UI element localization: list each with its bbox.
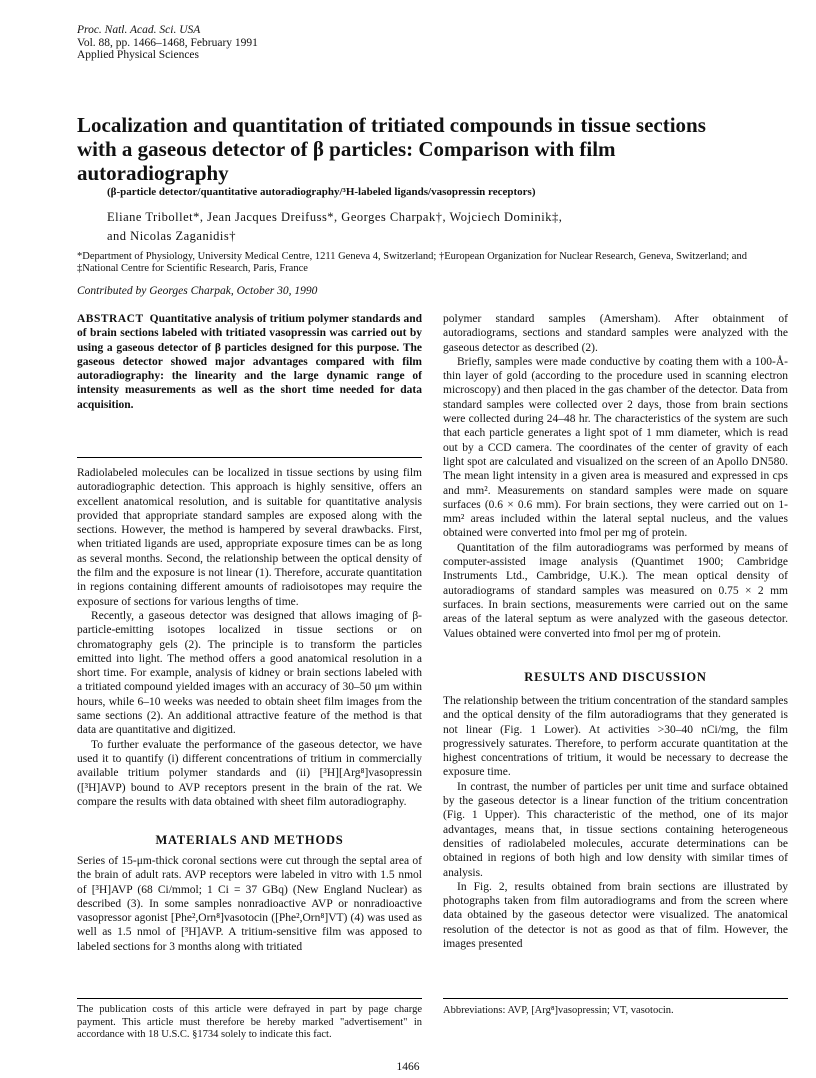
methods-heading: MATERIALS AND METHODS xyxy=(155,833,344,847)
results-heading: RESULTS AND DISCUSSION xyxy=(524,670,707,684)
abstract-text: Quantitative analysis of tritium polymer standards and of brain sections labeled with tritiated vasopressin was carried out by using a gaseous detector of β particles designed for this purpose. The gaseous detector showed major advantages compared with film autoradiography: the linearity and the large dynamic range of intensity measurements as well as the short time needed for data acquisition. xyxy=(77,313,422,411)
abstract-label: ABSTRACT xyxy=(77,313,144,325)
abbreviations-footnote: Abbreviations: AVP, [Arg⁸]vasopressin; VT, vasotocin. xyxy=(443,1005,674,1016)
journal-volume: Vol. 88, pp. 1466–1468, February 1991 xyxy=(77,36,258,49)
footnote-divider-right xyxy=(443,998,788,999)
journal-header xyxy=(77,24,258,62)
methods-paragraph: polymer standard samples (Amersham). After obtainment of autoradiograms, sections and standard samples were analyzed with the gaseous detector as described (2). xyxy=(443,313,788,354)
publication-cost-footnote: The publication costs of this article were defrayed in part by page charge payment. This article must therefore be hereby marked "advertisement" in accordance with 18 U.S.C. §1734 solely to indicate this fact. xyxy=(77,1004,422,1040)
results-text xyxy=(443,694,788,951)
introduction xyxy=(77,466,422,809)
contributed-by: Contributed by Georges Charpak, October 30, 1990 xyxy=(77,285,318,297)
journal-section: Applied Physical Sciences xyxy=(77,49,200,61)
methods-paragraph: Briefly, samples were made conductive by coating them with a 100-Å-thin layer of gold (according to the procedure used in scanning electron microscopy) and then placed in the gas chamber of the detector. Data from standard samples were collected over 2 days, those from brain sections were collected during 24–48 hr. The characteristics of the system are such that each particle generates a light spot of 1 mm diameter, which is read out by a CCD camera. The coordinates of the center of gravity of each light spot are calculated and visualized on the screen of an Apollo DN580. The mean light intensity in a given area is measured and expressed in cps and mm². Measurements on standard samples were made on square surfaces (0.6 × 0.6 mm). For brain sections, they were carried out on 1-mm² areas included within the lateral septal nucleus, and the values obtained were converted into fmol per mg of protein. xyxy=(443,355,788,540)
abstract-divider xyxy=(77,457,422,458)
page-number: 1466 xyxy=(396,1061,420,1073)
results-paragraph: The relationship between the tritium concentration of the standard samples and the optical density of the film autoradiograms that they generated is not linear (Fig. 1 Lower). At activities >30–40 nCi/mg, the film progressively saturates. Therefore, to perform accurate quantitation at the highest concentrations of tritium, it would be necessary to decrease the exposure time. xyxy=(443,695,788,779)
intro-paragraph: To further evaluate the performance of the gaseous detector, we have used it to quantify (i) different concentrations of tritium in commercially available tritium polymer standards and (ii) [³H][Arg⁸]vasopressin ([³H]AVP) bound to AVP receptors present in the brain of the rat. We compare the results with data obtained with sheet film autoradiography. xyxy=(77,738,422,808)
journal-name: Proc. Natl. Acad. Sci. USA xyxy=(77,24,201,36)
intro-paragraph: Recently, a gaseous detector was designed that allows imaging of β-particle-emitting isotopes localized in tissue sections or on chromatography gels (2). The principle is to transform the particles emitted into light. The method offers a good anatomical resolution in a short time. For example, analysis of kidney or brain sections labeled with a tritiated compound yielded images with an accuracy of 30–50 μm within hours, while 6–10 weeks was needed to obtain sheet film images from the same sections (2). An additional attractive feature of the method is that data are quantitative and digitized. xyxy=(77,609,422,737)
authors-line-1: Eliane Tribollet*, Jean Jacques Dreifuss*, Georges Charpak†, Wojciech Dominik‡, xyxy=(107,210,563,224)
author-list xyxy=(107,208,747,246)
methods-paragraph: Quantitation of the film autoradiograms was performed by means of computer-assisted image analysis (Quantimet 1900; Cambridge Instruments Ltd., Cambridge, U.K.). The mean optical density of autoradiograms of standard samples was measured on 0.75 × 2 mm surfaces. In brain sections, measurements were carried out on the same areas of the lateral septum as were analyzed with the gaseous detector. Values obtained were converted into fmol per mg of protein. xyxy=(443,541,788,640)
abstract xyxy=(77,312,422,412)
footnote-divider-left xyxy=(77,998,422,999)
keywords: (β-particle detector/quantitative autoradiography/³H-labeled ligands/vasopressin receptors) xyxy=(107,186,536,198)
right-column-methods xyxy=(443,312,788,641)
methods-text xyxy=(77,854,422,954)
article-title: Localization and quantitation of tritiated compounds in tissue sections with a gaseous detector of β particles: Comparison with film autoradiography xyxy=(77,113,706,185)
methods-paragraph: Series of 15-μm-thick coronal sections were cut through the septal area of the brain of adult rats. AVP receptors were labeled in vitro with 1.5 nmol of [³H]AVP (68 Ci/mmol; 1 Ci = 37 GBq) (New England Nuclear) as described (3). In some samples nonradioactive AVP or nonradioactive vasopressor agonist [Phe²,Orn⁸]vasotocin ([Phe²,Orn⁸]VT) (4) was used as well as 1.5 nmol of [³H]AVP. A tritium-sensitive film was apposed to labeled sections for 3 months along with tritiated xyxy=(77,855,422,953)
results-paragraph: In Fig. 2, results obtained from brain sections are illustrated by photographs taken from film autoradiograms and from the screen where data obtained by the gaseous detector were visualized. The anatomical resolution of the detector is not as good as that of film. However, the images presented xyxy=(443,880,788,951)
affiliations: *Department of Physiology, University Medical Centre, 1211 Geneva 4, Switzerland; †European Organization for Nuclear Research, Geneva, Switzerland; and ‡National Centre for Scientific Research, Paris, France xyxy=(77,251,747,274)
results-paragraph: In contrast, the number of particles per unit time and surface obtained by the gaseous detector is a linear function of the tritium concentration (Fig. 1 Upper). This characteristic of the method, one of its major advantages, means that, in tissue sections containing heterogeneous densities of radiolabeled molecules, accurate determinations can be obtained in regions of both high and low density with similar times of analysis. xyxy=(443,780,788,879)
intro-paragraph: Radiolabeled molecules can be localized in tissue sections by using film autoradiographic detection. This approach is highly sensitive, offers an excellent anatomical resolution, and is suitable for quantitative analysis provided that appropriate standard samples are exposed along with the sections. However, the method is hampered by several drawbacks. First, when tritiated ligands are used, appropriate exposure times can be as long as several months. Second, the relationship between the optical density of the film and the exposure is not linear (1). Therefore, accurate quantitation in regions containing different amounts of radioisotopes may require the exposure of sections for various lengths of time. xyxy=(77,467,422,608)
authors-line-2: and Nicolas Zaganidis† xyxy=(107,229,237,243)
